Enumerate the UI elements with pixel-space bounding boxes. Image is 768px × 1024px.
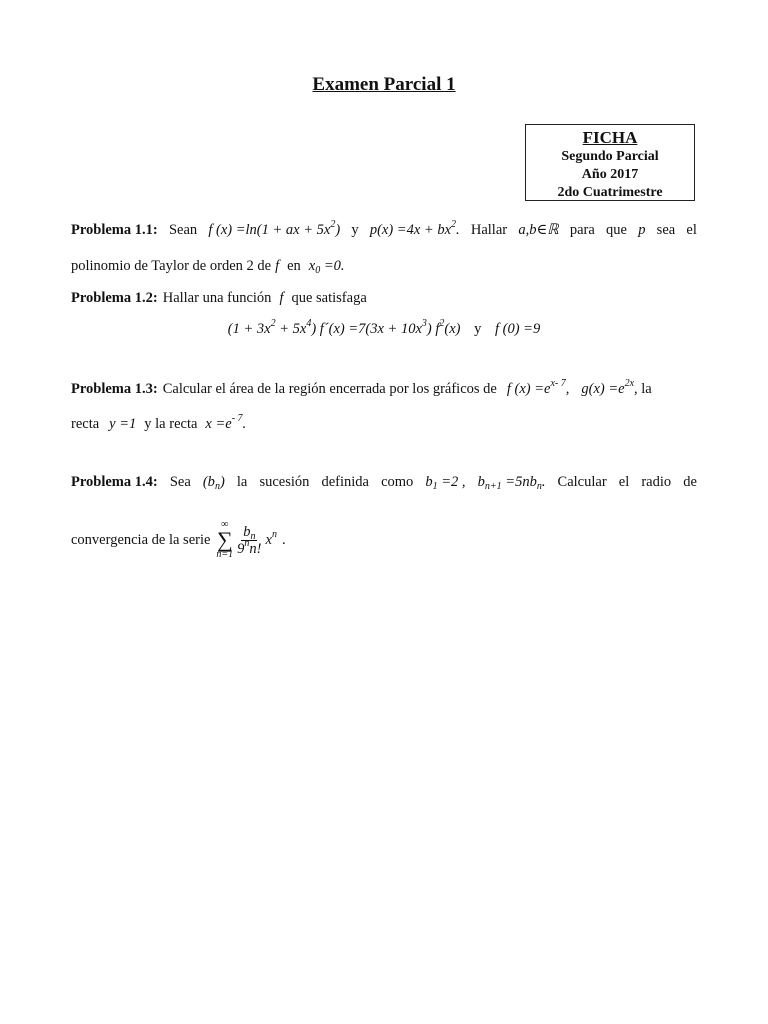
word: Calcular [557,474,607,490]
word: como [381,474,414,490]
word: radio [641,474,672,490]
text: Calcular el área de la región encerrada por los gráficos de [162,381,497,397]
ficha-box [525,124,695,201]
word: Sean [168,222,198,238]
word: y [474,321,482,337]
word: el [686,222,697,238]
formula-p: $p(x) =4x + bx^2$. [369,219,460,238]
ode: $(1 + 3x^2 + 5x^4)$ f´(x) $=7(3x + 10x^3)$ $f^2(x)$ [227,318,461,337]
word: definida [321,474,369,490]
formula-f: f $(x) =e^{x- 7}$, [506,378,570,397]
word: sea [656,222,676,238]
word: para [569,222,595,238]
formula-y: y =1 [109,416,137,432]
text: que satisfaga [291,290,367,306]
formula-f: f (x) =ln(1 + ax + $5x^2$) [208,219,341,238]
text: y la recta [144,416,198,432]
formula-x: $x =e^{- 7}$. [205,413,247,432]
ficha-line-2: Año 2017 [581,167,639,182]
word: sucesión [259,474,310,490]
text: Hallar una función [162,290,272,306]
word: de [683,474,697,490]
word: el [618,474,630,490]
word: Hallar [470,222,508,238]
formula-b1: $b_1 =2$ , [425,474,466,492]
var-f: f [275,258,280,274]
problem-1-1-label: Problema 1.1: [71,222,158,238]
formula-x0: $x_0 =0$. [308,258,345,276]
word: recta [71,416,100,432]
power-x: $x^n$ [265,528,277,548]
fraction: $\frac{b_n}{9^nn!}$ [237,523,262,557]
problem-1-4-label: Problema 1.4: [71,474,158,490]
formula-g: $g(x) =e^{2x}$ [581,378,635,397]
word: Sea [169,474,191,490]
formula-ab: a,b∈ℝ [518,222,559,238]
problem-1-1-line-2 [71,258,697,275]
var-f: f [279,290,284,306]
problem-1-2-equation [0,318,768,338]
summation: ∞ ∑ n=1 [216,519,234,560]
exam-title: Examen Parcial 1 [312,74,456,95]
problem-1-3-line-1 [71,378,697,398]
problem-1-3-label: Problema 1.3: [71,381,158,397]
problem-1-2-line-1 [71,290,697,307]
initial-condition: f (0) =9 [494,321,541,337]
series-formula: ∞ ∑ n=1 $\frac{b_n}{9^nn!}$ $x^n$ . [216,519,286,560]
problem-1-1-line-1 [71,219,697,239]
word: y [351,222,359,238]
problem-1-4-line-2 [71,520,697,560]
ficha-line-3: 2do Cuatrimestre [557,185,663,200]
ficha-heading: FICHA [582,128,638,147]
formula-bn: $b_{n+1} =5nb_n$. [477,474,546,492]
text: convergencia de la serie [71,531,211,548]
word: que [606,222,627,238]
text: , la [634,381,652,397]
ficha-line-1: Segundo Parcial [561,149,659,164]
var-p: p [638,222,646,238]
problem-1-3-line-2 [71,413,697,433]
problem-1-2-label: Problema 1.2: [71,290,158,306]
word: en [287,258,301,274]
sequence: $(b_n)$ [202,474,225,492]
word: la [236,474,248,490]
text: polinomio de Taylor de orden 2 de [71,258,272,274]
problem-1-4-line-1 [71,474,697,491]
